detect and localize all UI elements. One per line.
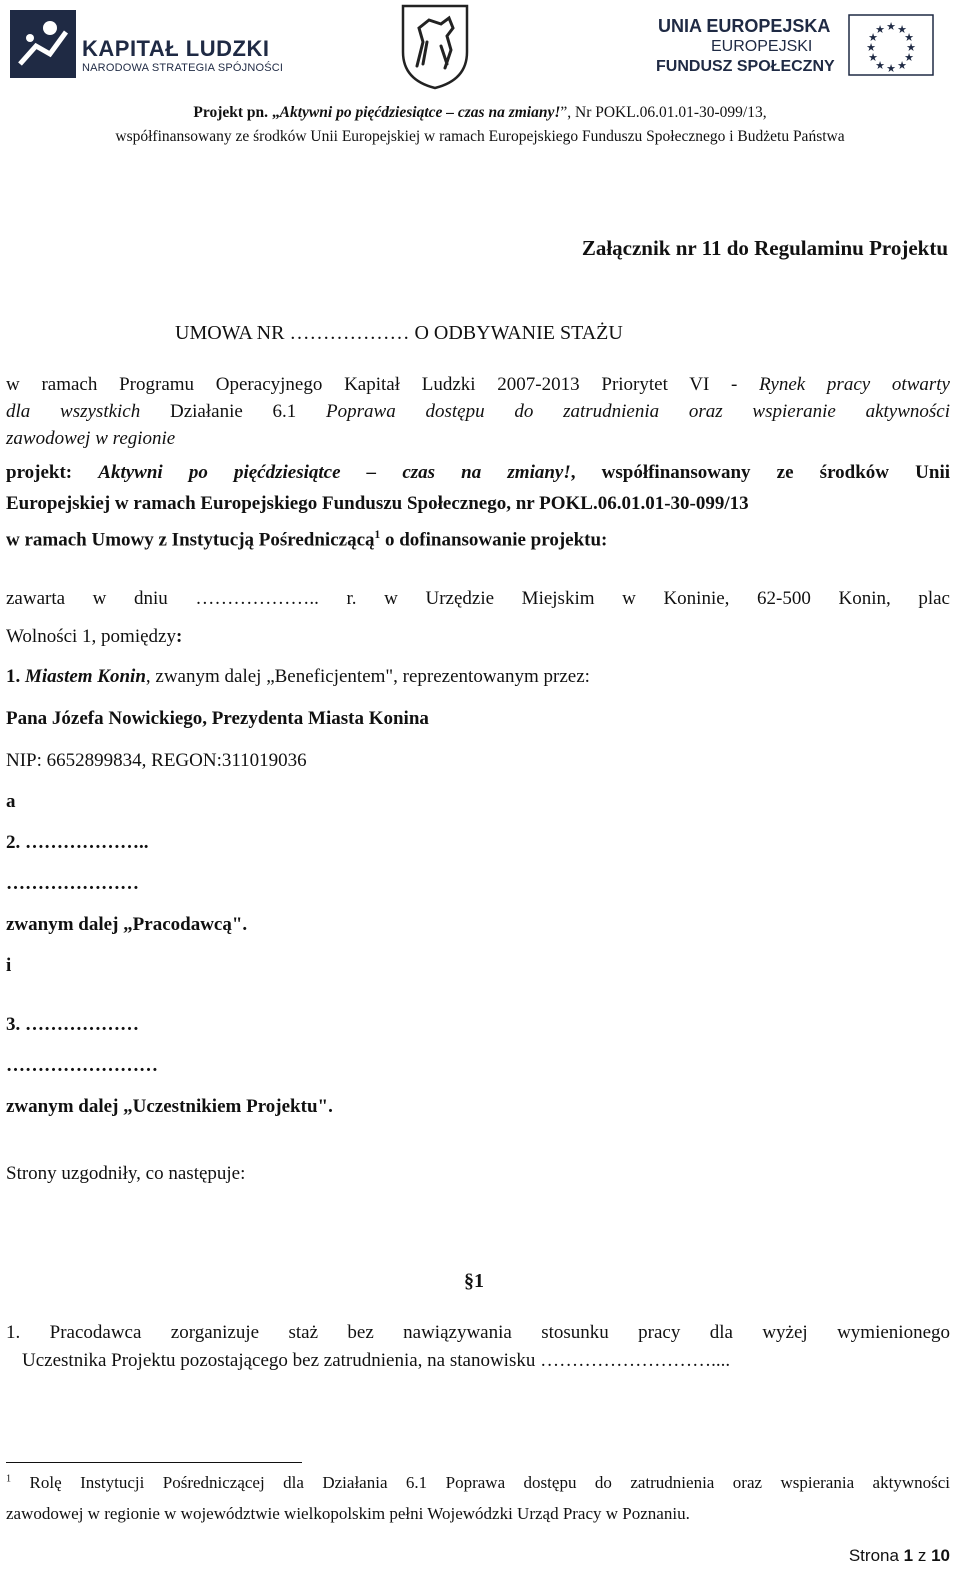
clause-1-line-2: Uczestnika Projektu pozostającego bez zatrudnienia, na stanowisku ……………………….... <box>22 1350 731 1371</box>
footnote-line-2: zawodowej w regionie w województwie wielkopolskim pełni Wojewódzki Urząd Pracy w Poznaniu. <box>6 1504 690 1523</box>
eu-flag-icon <box>848 14 934 76</box>
svg-text:★: ★ <box>906 41 916 54</box>
cofinancing-line: współfinansowany ze środków Unii Europejskiej w ramach Europejskiego Funduszu Społecznego i Budżetu Państwa <box>115 128 845 145</box>
svg-text:★: ★ <box>868 31 878 44</box>
horse-crest-icon <box>397 2 473 90</box>
svg-text:★: ★ <box>904 51 914 64</box>
party-1-representative: Pana Józefa Nowickiego, Prezydenta Miasta Konina <box>6 708 429 729</box>
svg-text:★: ★ <box>868 51 878 64</box>
party-2-number: 2. ……………….. <box>6 832 149 853</box>
footnote-ref: 1 <box>374 529 381 541</box>
svg-text:★: ★ <box>866 41 876 54</box>
contract-title: UMOWA NR ……………… O ODBYWANIE STAŻU <box>175 322 623 344</box>
party-2-called: zwanym dalej „Pracodawcą". <box>6 914 248 935</box>
party-3-number: 3. ……………… <box>6 1014 139 1035</box>
conjunction-a: a <box>6 791 16 812</box>
program-line-3: zawodowej w regionie <box>6 428 176 449</box>
project-line-3: w ramach Umowy z Instytucją Pośredniczącą$^1$ o dofinansowanie projektu: <box>6 529 608 551</box>
agreed-statement: Strony uzgodniły, co następuje: <box>6 1163 246 1184</box>
svg-text:★: ★ <box>886 62 896 75</box>
party-1: 1. Miastem Konin, zwanym dalej „Beneficjentem", reprezentowanym przez: <box>6 666 590 687</box>
svg-text:★: ★ <box>904 31 914 44</box>
party-2-blank: ………………… <box>6 873 139 894</box>
footnote-line-1: $^1$ Rolę Instytucji Pośredniczącej dla Działania 6.1 Poprawa dostępu do zatrudnienia oraz wspierania aktywności <box>6 1473 950 1492</box>
project-line-1: projekt: Aktywni po pięćdziesiątce – czas na zmiany!, współfinansowany ze środków Unii <box>6 462 951 483</box>
logo-right-title: UNIA EUROPEJSKA <box>658 16 831 36</box>
concluded-line-2: Wolności 1, pomiędzy: <box>6 626 183 647</box>
logo-right-line3: FUNDUSZ SPOŁECZNY <box>656 58 835 75</box>
clause-1-line-1: 1. Pracodawca zorganizuje staż bez nawiązywania stosunku pracy dla wyżej wymienionego <box>6 1322 950 1343</box>
program-line-2: dla wszystkich Działanie 6.1 Poprawa dostępu do zatrudnienia oraz wspieranie aktywności <box>6 401 950 422</box>
logo-left-title: KAPITAŁ LUDZKI <box>82 36 270 61</box>
svg-text:★: ★ <box>897 23 907 36</box>
party-3-called: zwanym dalej „Uczestnikiem Projektu". <box>6 1096 333 1117</box>
annex-heading: Załącznik nr 11 do Regulaminu Projektu <box>581 236 948 260</box>
concluded-line-1: zawarta w dniu ……………….. r. w Urzędzie Miejskim w Koninie, 62-500 Konin, plac <box>6 588 950 609</box>
svg-text:★: ★ <box>897 59 907 72</box>
svg-text:★: ★ <box>886 20 896 33</box>
party-3-blank: …………………… <box>6 1055 158 1076</box>
logo-left-subtitle: NARODOWA STRATEGIA SPÓJNOŚCI <box>82 62 284 74</box>
footnote-divider <box>6 1462 302 1463</box>
program-line-1: w ramach Programu Operacyjnego Kapitał Ludzki 2007-2013 Priorytet VI - Rynek pracy otwarty <box>6 374 950 395</box>
project-line-2: Europejskiej w ramach Europejskiego Funduszu Społecznego, nr POKL.06.01.01-30-099/13 <box>6 493 749 514</box>
page-number: Strona 1 z 10 <box>848 1546 950 1565</box>
conjunction-i: i <box>6 955 12 976</box>
logo-right-line2: EUROPEJSKI <box>711 38 813 55</box>
party-1-ids: NIP: 6652899834, REGON:311019036 <box>6 750 307 771</box>
svg-text:★: ★ <box>875 59 885 72</box>
section-heading: §1 <box>464 1270 484 1292</box>
project-name: Aktywni po pięćdziesiątce – czas na zmiany! <box>279 104 561 121</box>
project-header-line: Projekt pn. „Aktywni po pięćdziesiątce – czas na zmiany!”, Nr POKL.06.01.01-30-099/13, <box>193 104 767 121</box>
svg-text:★: ★ <box>875 23 885 36</box>
